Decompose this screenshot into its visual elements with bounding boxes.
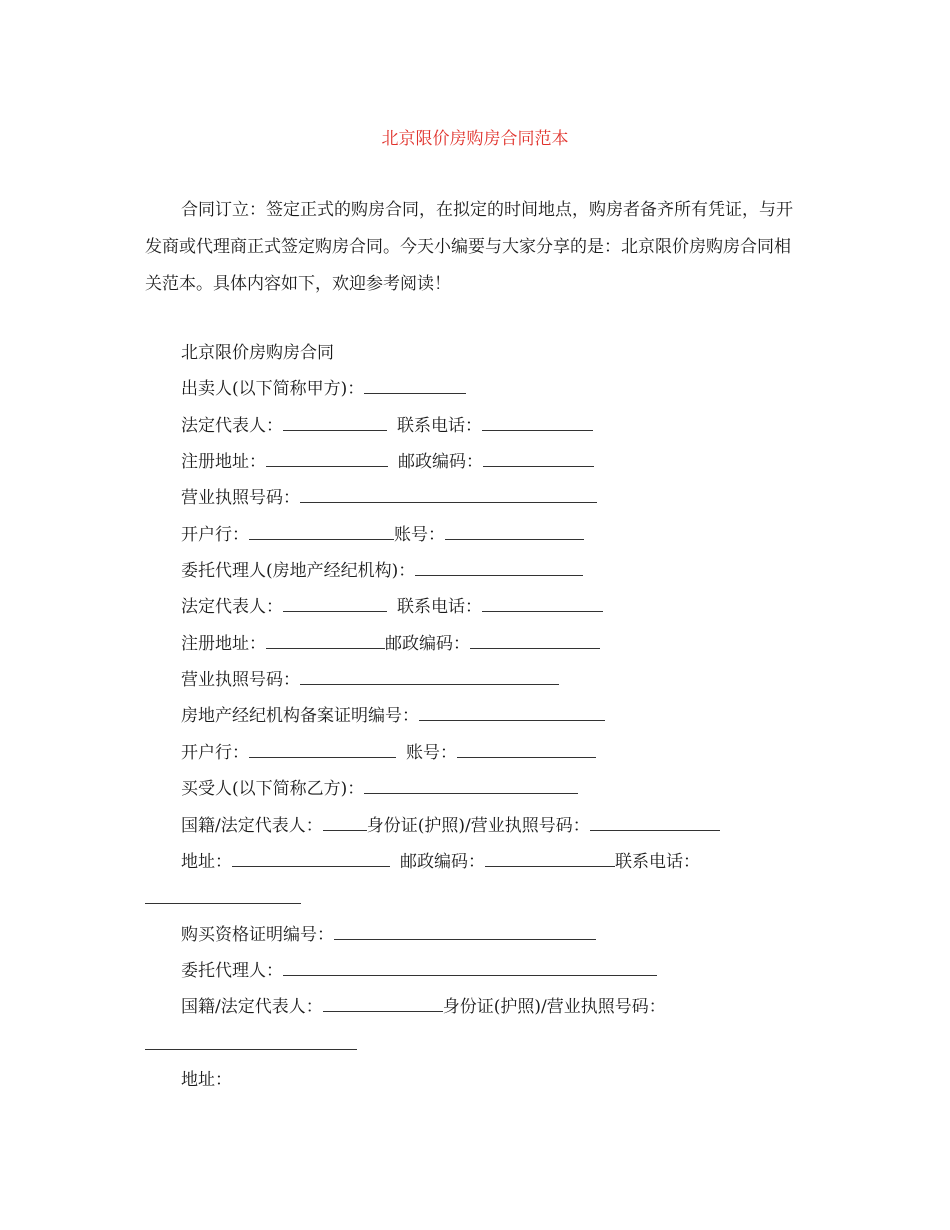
agent-zip-label: 邮政编码：	[385, 634, 470, 654]
contract-title: 北京限价房购房合同	[181, 343, 334, 363]
agent-license-field[interactable]	[300, 670, 559, 685]
seller-row	[181, 378, 466, 400]
buyer-agent-addr-row	[181, 1069, 232, 1091]
buyer-qual-label: 购买资格证明编号：	[181, 925, 334, 945]
agent-zip-field[interactable]	[470, 634, 600, 649]
buyer-agent-label: 委托代理人：	[181, 961, 283, 981]
seller-phone-field[interactable]	[482, 416, 593, 431]
buyer-agent-nat-field[interactable]	[323, 997, 443, 1012]
seller-account-field[interactable]	[445, 525, 584, 540]
agent-rep-label: 法定代表人：	[181, 597, 283, 617]
agent-phone-label: 联系电话：	[397, 597, 482, 617]
buyer-agent-row	[181, 960, 657, 982]
seller-addr-label: 注册地址：	[181, 452, 266, 472]
buyer-nat-row	[181, 815, 720, 837]
buyer-addr-row	[181, 851, 700, 873]
seller-license-field[interactable]	[300, 488, 597, 503]
agent-rep-row	[181, 596, 603, 618]
seller-phone-label: 联系电话：	[397, 416, 482, 436]
buyer-phone-label: 联系电话：	[615, 852, 700, 872]
buyer-zip-label: 邮政编码：	[400, 852, 485, 872]
seller-bank-row	[181, 524, 584, 546]
agent-bank-label: 开户行：	[181, 743, 249, 763]
buyer-agent-addr-label: 地址：	[181, 1070, 232, 1090]
seller-addr-field[interactable]	[266, 452, 388, 467]
seller-rep-label: 法定代表人：	[181, 416, 283, 436]
agent-addr-label: 注册地址：	[181, 634, 266, 654]
buyer-agent-nat-row	[181, 996, 666, 1018]
agent-bank-field[interactable]	[249, 743, 396, 758]
agent-record-label: 房地产经纪机构备案证明编号：	[181, 706, 419, 726]
intro-paragraph: 合同订立：签定正式的购房合同，在拟定的时间地点，购房者备齐所有凭证，与开发商或代理商正式签定购房合同。今天小编要与大家分享的是：北京限价房购房合同相关范本。具体内容如下，欢迎参考阅读！	[145, 200, 793, 294]
agent-phone-field[interactable]	[482, 597, 603, 612]
seller-addr-row	[181, 451, 594, 473]
agent-field[interactable]	[415, 561, 583, 576]
seller-bank-field[interactable]	[249, 525, 394, 540]
agent-record-field[interactable]	[419, 706, 605, 721]
seller-license-label: 营业执照号码：	[181, 488, 300, 508]
buyer-addr-label: 地址：	[181, 852, 232, 872]
seller-account-label: 账号：	[394, 525, 445, 545]
buyer-qual-row	[181, 924, 596, 946]
buyer-row	[181, 778, 578, 800]
buyer-agent-nat-label: 国籍/法定代表人：	[181, 997, 323, 1017]
seller-zip-label: 邮政编码：	[398, 452, 483, 472]
seller-label: 出卖人(以下简称甲方)：	[181, 379, 365, 399]
buyer-field[interactable]	[364, 779, 578, 794]
agent-record-row	[181, 705, 605, 727]
agent-license-label: 营业执照号码：	[181, 670, 300, 690]
seller-rep-field[interactable]	[283, 416, 387, 431]
buyer-id-label: 身份证(护照)/营业执照号码：	[366, 816, 590, 836]
buyer-nat-field[interactable]	[323, 816, 367, 831]
seller-bank-label: 开户行：	[181, 525, 249, 545]
buyer-agent-id-label: 身份证(护照)/营业执照号码：	[442, 997, 666, 1017]
seller-rep-row	[181, 415, 593, 437]
agent-addr-field[interactable]	[266, 634, 385, 649]
buyer-phone-field[interactable]	[145, 903, 301, 904]
seller-zip-field[interactable]	[483, 452, 594, 467]
buyer-id-field[interactable]	[590, 816, 720, 831]
agent-addr-row	[181, 633, 600, 655]
agent-bank-row	[181, 742, 596, 764]
seller-license-row	[181, 487, 597, 509]
agent-rep-field[interactable]	[283, 597, 387, 612]
seller-field[interactable]	[364, 379, 466, 394]
buyer-zip-field[interactable]	[485, 852, 615, 867]
buyer-agent-field[interactable]	[283, 961, 657, 976]
agent-row	[181, 560, 583, 582]
buyer-addr-field[interactable]	[232, 852, 390, 867]
buyer-qual-field[interactable]	[334, 925, 596, 940]
buyer-nat-label: 国籍/法定代表人：	[181, 816, 323, 836]
agent-account-label: 账号：	[406, 743, 457, 763]
buyer-agent-id-field[interactable]	[145, 1049, 357, 1050]
buyer-label: 买受人(以下简称乙方)：	[181, 779, 365, 799]
document-title: 北京限价房购房合同范本	[381, 129, 569, 149]
agent-license-row	[181, 669, 559, 691]
agent-account-field[interactable]	[457, 743, 596, 758]
agent-label: 委托代理人(房地产经纪机构)：	[181, 561, 416, 581]
